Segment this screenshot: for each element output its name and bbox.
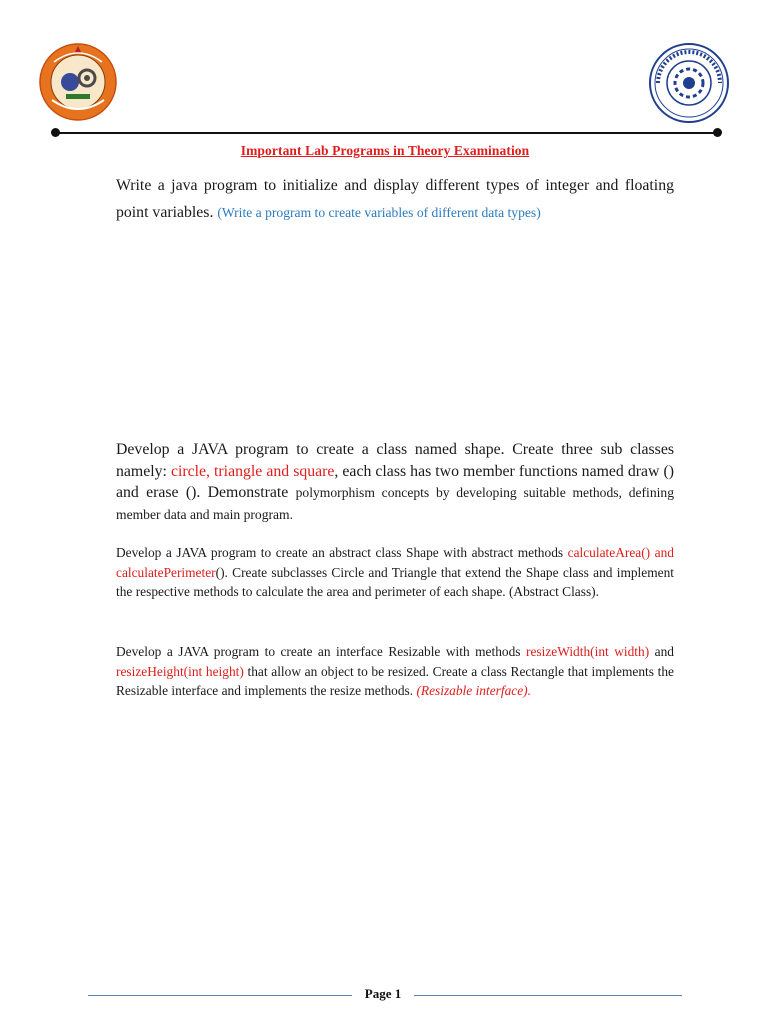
divider-dot-right <box>713 128 722 137</box>
header-divider <box>56 132 718 134</box>
question-4 <box>116 642 674 701</box>
footer-line-left <box>88 995 352 996</box>
question-2-text-end: polymorphism concepts by developing suitable methods, defining member data and main program. <box>116 485 674 522</box>
question-3-text-cont: (). Create subclasses Circle and Triangle that extend the Shape class and implement the respective methods to calculate the area and perimeter of each shape. (Abstract Class). <box>116 564 674 600</box>
question-4-highlight-1: resizeWidth(int width) <box>526 644 650 659</box>
question-3 <box>116 543 674 602</box>
question-2-text-cont: , each class has two member functions named draw () and erase (). Demonstrate <box>116 462 675 501</box>
question-2 <box>116 439 674 525</box>
question-2-highlight: circle, triangle and square <box>170 462 335 480</box>
divider-dot-left <box>51 128 60 137</box>
institute-seal-icon <box>648 42 730 124</box>
question-3-text: Develop a JAVA program to create an abstract class Shape with abstract methods <box>116 545 564 560</box>
question-1-text: Write a java program to initialize and display different types of integer and floating point variables. <box>116 177 674 221</box>
page-title: Important Lab Programs in Theory Examination <box>240 143 530 158</box>
page-number: Page 1 <box>364 986 402 1001</box>
question-4-highlight-2: resizeHeight(int height) <box>116 663 244 679</box>
question-1 <box>116 172 674 226</box>
question-1-note: (Write a program to create variables of different data types) <box>217 205 541 220</box>
question-4-text-cont: that allow an object to be resized. Create a class Rectangle that implements the Resizable interface and implements the resize methods. <box>116 663 674 699</box>
question-4-note: (Resizable interface). <box>416 683 531 699</box>
question-4-connector: and <box>649 644 674 659</box>
question-4-text: Develop a JAVA program to create an interface Resizable with methods <box>116 644 521 659</box>
footer-line-right <box>414 995 682 996</box>
university-emblem-icon <box>38 42 118 122</box>
question-3-highlight: calculateArea() and calculatePerimeter <box>116 545 674 580</box>
question-2-text: Develop a JAVA program to create a class named shape. Create three sub classes namely: <box>116 441 674 480</box>
